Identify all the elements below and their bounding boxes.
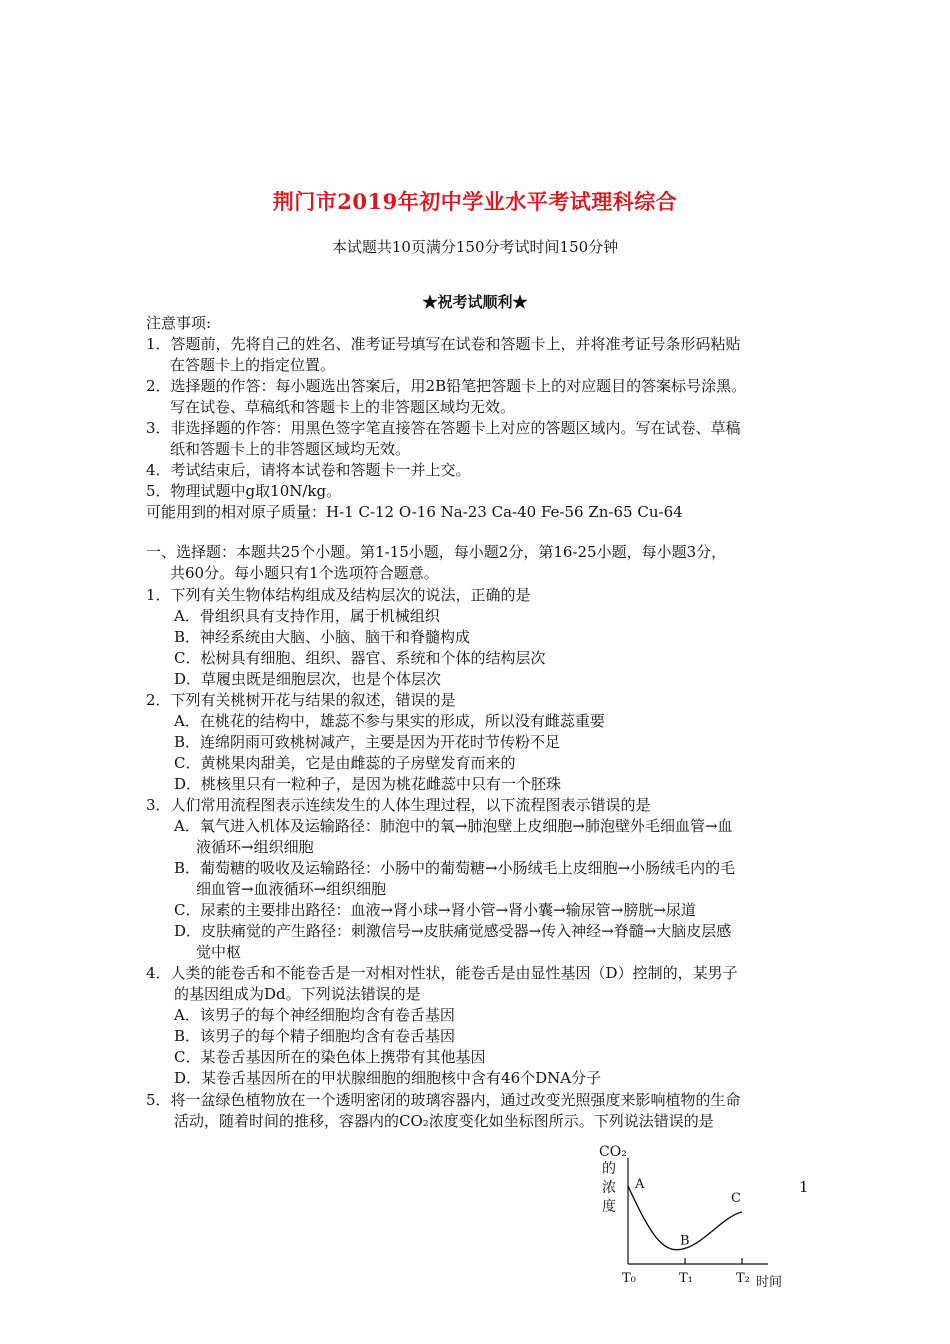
option: A．骨组织具有支持作用，属于机械组织	[174, 607, 440, 625]
question-stem: 2．下列有关桃树开花与结果的叙述，错误的是	[146, 691, 456, 709]
point-label-c: C	[731, 1191, 741, 1206]
option: D．桃核里只有一粒种子，是因为桃花雌蕊中只有一个胚珠	[174, 775, 562, 793]
option: B．该男子的每个精子细胞均含有卷舌基因	[174, 1027, 456, 1045]
point-label-a: A	[635, 1177, 645, 1192]
question-stem: 活动，随着时间的推移，容器内的CO₂浓度变化如坐标图所示。下列说法错误的是	[174, 1112, 714, 1130]
exam-subtitle: 本试题共10页满分150分考试时间150分钟	[331, 238, 619, 256]
option: 觉中枢	[196, 943, 242, 961]
y-axis-label-line: 浓	[602, 1180, 616, 1196]
y-axis-label-line: 度	[602, 1199, 616, 1215]
y-axis-label-line: 的	[602, 1161, 616, 1177]
question-stem: 1．下列有关生物体结构组成及结构层次的说法，正确的是	[146, 586, 531, 604]
option: C．松树具有细胞、组织、器官、系统和个体的结构层次	[174, 649, 546, 667]
x-tick-label-t1: T₁	[679, 1271, 693, 1286]
note-line: 2．选择题的作答：每小题选出答案后，用2B铅笔把答题卡上的对应题目的答案标号涂黑。	[146, 377, 747, 395]
x-axis-label: 时间	[756, 1275, 783, 1290]
x-tick-label-t0: T₀	[622, 1271, 636, 1286]
option: C．尿素的主要排出路径：血液→肾小球→肾小管→肾小囊→输尿管→膀胱→尿道	[174, 901, 696, 919]
note-line: 1．答题前，先将自己的姓名、准考证号填写在试卷和答题卡上，并将准考证号条形码粘贴	[146, 335, 741, 353]
point-label-b: B	[680, 1233, 690, 1249]
page-number: 1	[799, 1178, 809, 1196]
option: D．皮肤痛觉的产生路径：刺激信号→皮肤痛觉感受器→传入神经→脊髓→大脑皮层感	[174, 922, 732, 940]
option: C．某卷舌基因所在的染色体上携带有其他基因	[174, 1048, 486, 1066]
notes-heading: 注意事项:	[146, 314, 212, 332]
section-heading: 一、选择题：本题共25个小题。第1-15小题，每小题2分，第16-25小题，每小题3分，	[146, 543, 727, 561]
y-axis-label-line: CO₂	[599, 1144, 627, 1160]
note-line: 5．物理试题中g取10N/kg。	[146, 482, 342, 500]
section-heading: 共60分。每小题只有1个选项符合题意。	[170, 564, 439, 582]
question-stem: 3．人们常用流程图表示连续发生的人体生理过程，以下流程图表示错误的是	[146, 796, 651, 814]
option: A．该男子的每个神经细胞均含有卷舌基因	[174, 1006, 455, 1024]
note-line: 4．考试结束后，请将本试卷和答题卡一并上交。	[146, 461, 471, 479]
option: D．草履虫既是细胞层次，也是个体层次	[174, 670, 442, 688]
exam-title: 荆门市2019年初中学业水平考试理科综合	[272, 189, 678, 214]
option: B．连绵阴雨可致桃树减产，主要是因为开花时节传粉不足	[174, 733, 561, 751]
option: 细血管→血液循环→组织细胞	[196, 880, 387, 898]
note-line: 3．非选择题的作答：用黑色签字笔直接答在答题卡上对应的答题区域内。写在试卷、草稿	[146, 419, 741, 437]
option: A．氧气进入机体及运输路径：肺泡中的氧→肺泡壁上皮细胞→肺泡壁外毛细血管→血	[174, 817, 733, 835]
co2-concentration-chart	[578, 1140, 798, 1290]
note-line: 在答题卡上的指定位置。	[170, 356, 336, 374]
option: B．葡萄糖的吸收及运输路径：小肠中的葡萄糖→小肠绒毛上皮细胞→小肠绒毛内的毛	[174, 859, 736, 877]
option: C．黄桃果肉甜美，它是由雌蕊的子房壁发育而来的	[174, 754, 516, 772]
option: D．某卷舌基因所在的甲状腺细胞的细胞核中含有46个DNA分子	[174, 1069, 602, 1087]
good-luck-line: ★祝考试顺利★	[422, 293, 528, 311]
option: 液循环→组织细胞	[196, 838, 314, 856]
question-stem: 4．人类的能卷舌和不能卷舌是一对相对性状，能卷舌是由显性基因（D）控制的，某男子	[146, 964, 738, 982]
note-line: 写在试卷、草稿纸和答题卡上的非答题区域均无效。	[170, 398, 516, 416]
option: A．在桃花的结构中，雄蕊不参与果实的形成，所以没有雌蕊重要	[174, 712, 605, 730]
question-stem: 5．将一盆绿色植物放在一个透明密闭的玻璃容器内，通过改变光照强度来影响植物的生命	[146, 1091, 741, 1109]
atomic-mass-line: 可能用到的相对原子质量：H-1 C-12 O-16 Na-23 Ca-40 Fe-56 Zn-65 Cu-64	[146, 503, 683, 521]
note-line: 纸和答题卡上的非答题区域均无效。	[170, 440, 411, 458]
question-stem: 的基因组成为Dd。下列说法错误的是	[174, 985, 421, 1003]
x-tick-label-t2: T₂	[736, 1271, 750, 1286]
option: B．神经系统由大脑、小脑、脑干和脊髓构成	[174, 628, 471, 646]
